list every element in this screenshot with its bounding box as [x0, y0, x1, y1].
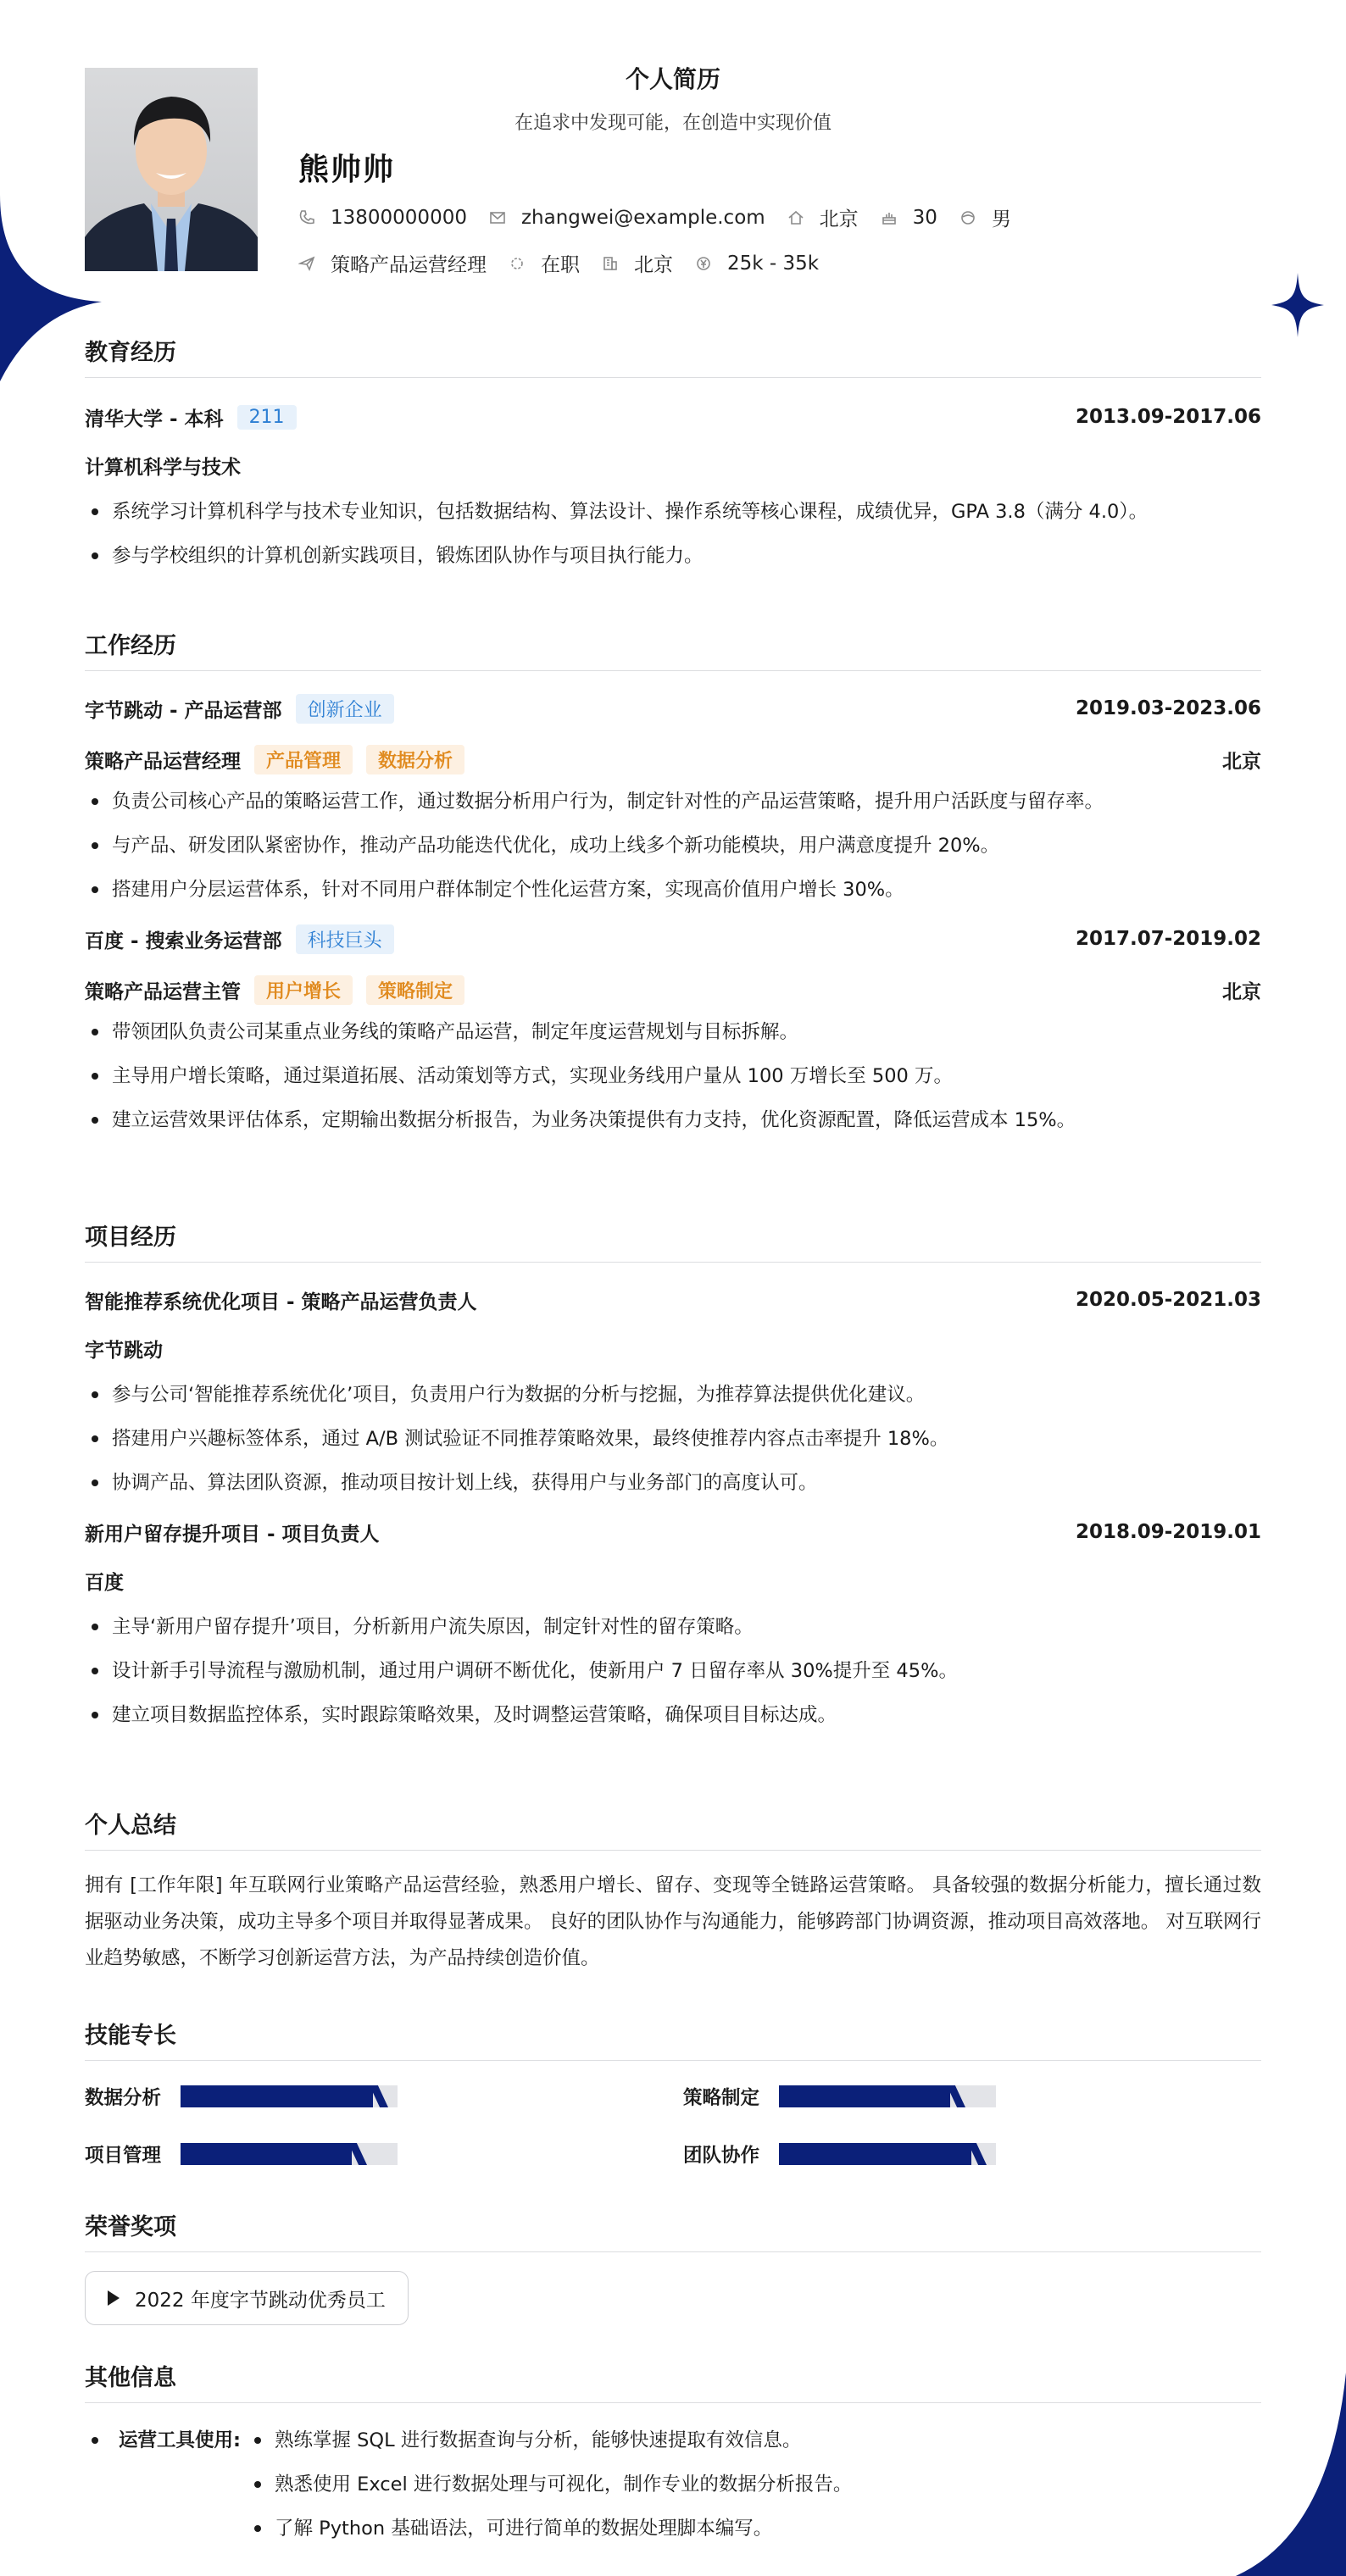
- job-bullets: [85, 780, 1261, 912]
- role-tag: 策略制定: [366, 975, 464, 1005]
- list-item: 熟悉使用 Excel 进行数据处理与可视化，制作专业的数据分析报告。: [248, 2462, 1261, 2507]
- project-date: 2020.05-2021.03: [1075, 1289, 1261, 1311]
- list-item: 系统学习计算机科学与技术专业知识，包括数据结构、算法设计、操作系统等核心课程，成绩优异，GPA 3.8（满分 4.0）。: [85, 490, 1261, 534]
- list-item: 建立运营效果评估体系，定期输出数据分析报告，为业务决策提供有力支持，优化资源配置，降低运营成本 15%。: [85, 1098, 1261, 1142]
- skill-item: [85, 2134, 683, 2174]
- email-text: zhangwei@example.com: [520, 206, 765, 229]
- role-header: [85, 973, 1261, 1007]
- section-title: 荣誉奖项: [85, 2208, 1261, 2252]
- project-date: 2018.09-2019.01: [1075, 1521, 1261, 1543]
- target-city-text: 北京: [634, 254, 673, 276]
- list-item: 与产品、研发团队紧密协作，推动产品功能迭代优化，成功上线多个新功能模块，用户满意度提升 20%。: [85, 824, 1261, 868]
- phone-text: 13800000000: [331, 206, 467, 229]
- other-info: [85, 2418, 1261, 2551]
- target-city-info: [602, 249, 673, 277]
- list-item: 了解 Python 基础语法，可进行简单的数据处理脚本编写。: [248, 2507, 1261, 2551]
- role-tag: 产品管理: [254, 745, 353, 774]
- school-name: 清华大学 - 本科: [85, 408, 224, 430]
- resume-page: [85, 0, 1261, 2576]
- role-tag: 数据分析: [366, 745, 464, 774]
- resume-subtitle: 在追求中发现可能，在创造中实现价值: [514, 113, 832, 134]
- gender-icon: [959, 209, 976, 226]
- skill-bar: [181, 2085, 398, 2107]
- city-info: [787, 203, 859, 231]
- section-title: 其他信息: [85, 2359, 1261, 2403]
- list-item: 参与学校组织的计算机创新实践项目，锻炼团队协作与项目执行能力。: [85, 534, 1261, 578]
- send-icon: [298, 255, 315, 272]
- mail-icon: [489, 209, 506, 226]
- skill-item: [683, 2134, 1261, 2174]
- skill-bar: [779, 2143, 996, 2165]
- job-city: 北京: [1222, 750, 1261, 773]
- project-org: 百度: [85, 1572, 124, 1594]
- project-org: 字节跳动: [85, 1340, 163, 1362]
- tools-label: 运营工具使用:: [85, 2418, 241, 2462]
- project-name: 智能推荐系统优化项目 - 策略产品运营负责人: [85, 1291, 477, 1313]
- salary-text: 25k - 35k: [727, 252, 820, 275]
- gender-text: 男: [991, 208, 1011, 230]
- role-header: [85, 742, 1261, 776]
- sparkle-star-icon: [1271, 273, 1324, 337]
- education-bullets: [85, 490, 1261, 578]
- project-header: [85, 1515, 1261, 1549]
- city-text: 北京: [819, 208, 859, 230]
- building-icon: [602, 255, 619, 272]
- list-item: 协调产品、算法团队资源，推动项目按计划上线，获得用户与业务部门的高度认可。: [85, 1461, 1261, 1505]
- project-bullets: [85, 1605, 1261, 1737]
- work-section: [85, 627, 1261, 1142]
- salary-icon: [695, 255, 712, 272]
- role-name: 策略产品运营经理: [85, 750, 241, 773]
- tools-bullets: [248, 2418, 1261, 2551]
- skill-item: [683, 2076, 1261, 2117]
- section-title: 个人总结: [85, 1807, 1261, 1851]
- email-info: [489, 207, 765, 229]
- home-icon: [787, 209, 804, 226]
- section-title: 技能专长: [85, 2017, 1261, 2061]
- status-info: [509, 249, 580, 277]
- honor-item[interactable]: [85, 2271, 409, 2325]
- major: 计算机科学与技术: [85, 457, 241, 479]
- play-triangle-icon: [108, 2290, 120, 2306]
- status-text: 在职: [541, 254, 580, 276]
- section-title: 工作经历: [85, 627, 1261, 671]
- skill-label: 团队协作: [683, 2145, 760, 2167]
- project-header: [85, 1283, 1261, 1317]
- list-item: 参与公司‘智能推荐系统优化’项目，负责用户行为数据的分析与挖掘，为推荐算法提供优化建议。: [85, 1373, 1261, 1417]
- cake-icon: [881, 209, 898, 226]
- company-tag: 科技巨头: [296, 924, 394, 954]
- salary-info: [695, 253, 819, 275]
- candidate-name: 熊帅帅: [298, 153, 396, 187]
- phone-icon: [298, 209, 315, 226]
- target-role-text: 策略产品运营经理: [331, 254, 487, 276]
- list-item: 设计新手引导流程与激励机制，通过用户调研不断优化，使新用户 7 日留存率从 30%提升至 45%。: [85, 1649, 1261, 1693]
- projects-section: [85, 1219, 1261, 1737]
- skill-label: 数据分析: [85, 2087, 162, 2109]
- honors-section: [85, 2208, 1261, 2325]
- skill-bar: [779, 2085, 996, 2107]
- profile-photo: [85, 68, 258, 271]
- role-name: 策略产品运营主管: [85, 980, 241, 1003]
- list-item: 负责公司核心产品的策略运营工作，通过数据分析用户行为，制定针对性的产品运营策略，提升用户活跃度与留存率。: [85, 780, 1261, 824]
- job-header: [85, 691, 1261, 725]
- job-intent-row: [298, 249, 841, 277]
- resume-title: 个人简历: [625, 65, 720, 93]
- section-title: 教育经历: [85, 334, 1261, 378]
- target-role-info: [298, 249, 487, 277]
- job-date: 2019.03-2023.06: [1075, 697, 1261, 719]
- company-name: 百度 - 搜索业务运营部: [85, 930, 282, 952]
- education-header: [85, 400, 1261, 434]
- list-item: 主导‘新用户留存提升’项目，分析新用户流失原因，制定针对性的留存策略。: [85, 1605, 1261, 1649]
- skill-item: [85, 2076, 683, 2117]
- contact-row: [298, 203, 1033, 231]
- list-item: 搭建用户分层运营体系，针对不同用户群体制定个性化运营方案，实现高价值用户增长 30%。: [85, 868, 1261, 912]
- skill-label: 项目管理: [85, 2145, 162, 2167]
- company-tag: 创新企业: [296, 694, 394, 724]
- list-item: 主导用户增长策略，通过渠道拓展、活动策划等方式，实现业务线用户量从 100 万增长至 500 万。: [85, 1054, 1261, 1098]
- list-item: 建立项目数据监控体系，实时跟踪策略效果，及时调整运营策略，确保项目目标达成。: [85, 1693, 1261, 1737]
- skills-grid: [85, 2076, 1261, 2174]
- age-info: [881, 207, 937, 229]
- education-section: [85, 334, 1261, 578]
- summary-section: [85, 1807, 1261, 1977]
- skills-section: [85, 2017, 1261, 2174]
- status-icon: [509, 255, 526, 272]
- age-text: 30: [912, 206, 937, 229]
- other-section: [85, 2359, 1261, 2551]
- school-tag: 211: [237, 405, 297, 430]
- honor-text: 2022 年度字节跳动优秀员工: [135, 2289, 386, 2312]
- section-title: 项目经历: [85, 1219, 1261, 1263]
- project-bullets: [85, 1373, 1261, 1505]
- list-item: 搭建用户兴趣标签体系，通过 A/B 测试验证不同推荐策略效果，最终使推荐内容点击率提升 18%。: [85, 1417, 1261, 1461]
- education-date: 2013.09-2017.06: [1075, 406, 1261, 428]
- skill-bar: [181, 2143, 398, 2165]
- project-name: 新用户留存提升项目 - 项目负责人: [85, 1523, 380, 1546]
- gender-info: [959, 203, 1011, 231]
- company-name: 字节跳动 - 产品运营部: [85, 699, 282, 722]
- job-header: [85, 922, 1261, 956]
- summary-text: 拥有 [工作年限] 年互联网行业策略产品运营经验，熟悉用户增长、留存、变现等全链路运营策略。 具备较强的数据分析能力，擅长通过数据驱动业务决策，成功主导多个项目并取得显著成果。 良好的团队协作与沟通能力，能够跨部门协调资源，推动项目高效落地。 对互联网行业趋势敏感，不断学习创新运营方法，为产品持续创造价值。: [85, 1874, 1261, 1969]
- phone-info: [298, 207, 467, 229]
- role-tag: 用户增长: [254, 975, 353, 1005]
- skill-label: 策略制定: [683, 2087, 760, 2109]
- list-item: 带领团队负责公司某重点业务线的策略产品运营，制定年度运营规划与目标拆解。: [85, 1010, 1261, 1054]
- job-city: 北京: [1222, 980, 1261, 1003]
- list-item: 熟练掌握 SQL 进行数据查询与分析，能够快速提取有效信息。: [248, 2418, 1261, 2462]
- job-date: 2017.07-2019.02: [1075, 928, 1261, 950]
- job-bullets: [85, 1010, 1261, 1142]
